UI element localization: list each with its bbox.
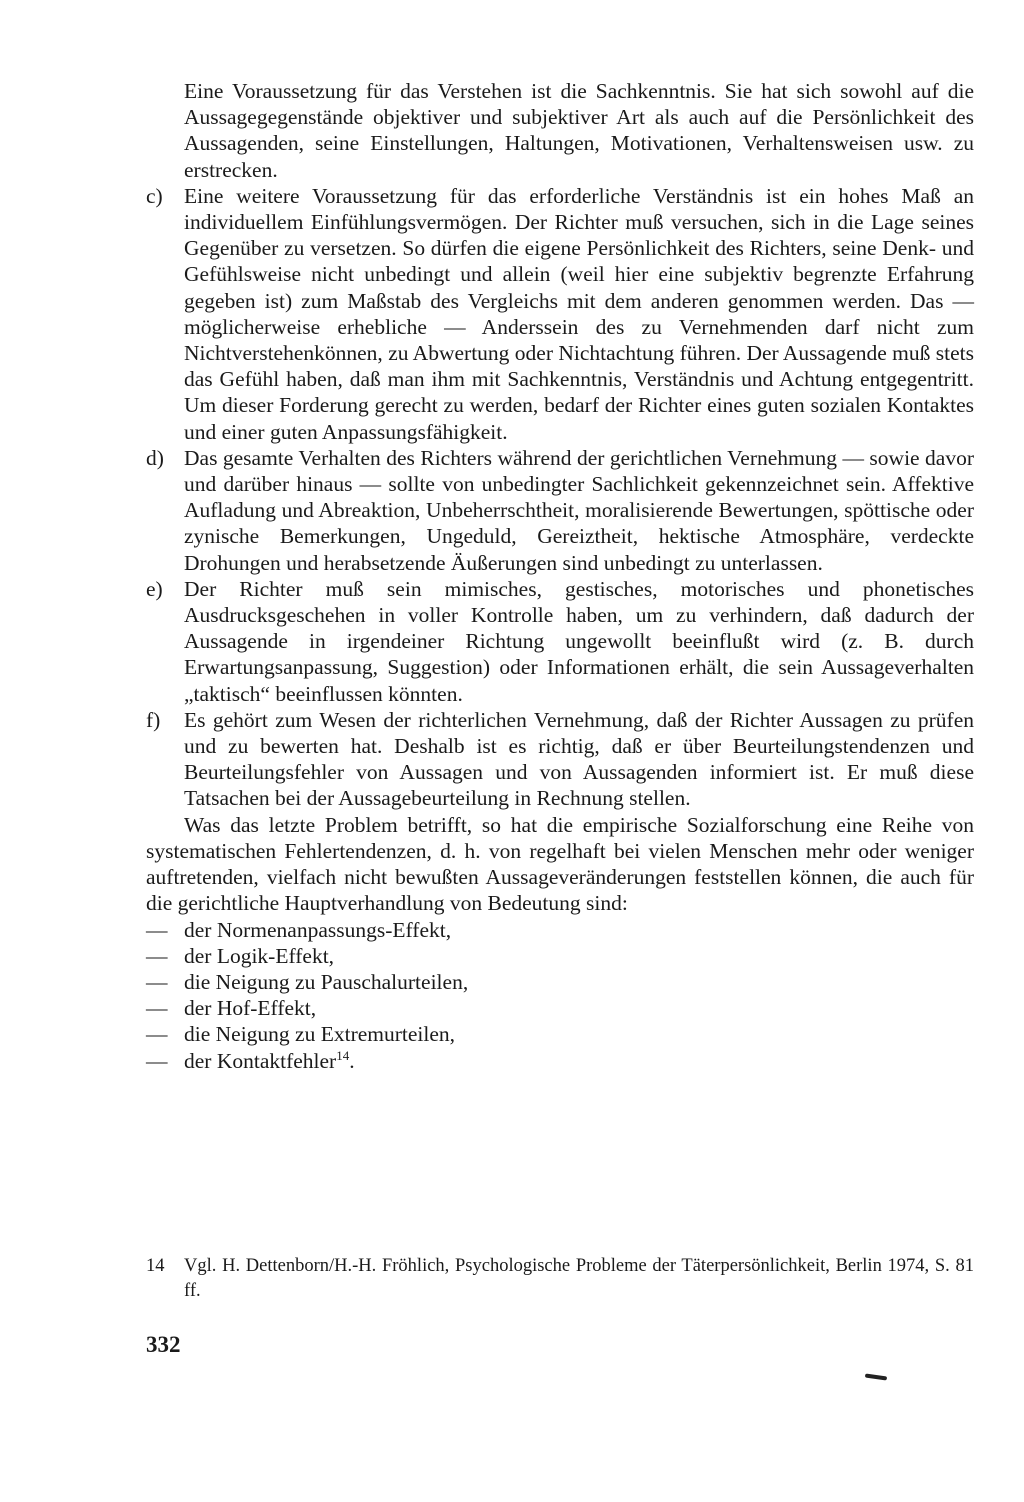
list-item-f [146, 707, 974, 812]
list-item-c [146, 183, 974, 445]
item-marker: d) [146, 445, 164, 470]
item-text: Das gesamte Verhalten des Richters während der gerichtlichen Vernehmung — sowie davor und darüber hinaus — sollte von unbedingter Sachlichkeit gekennzeichnet sein. Affektive Aufladung und Abreaktion, Unbeherrschtheit, moralisierende Bewertungen, spöttische oder zynische Bemerkungen, Ungeduld, Gereiztheit, hektische Atmosphäre, verdeckte Drohungen und herabsetzende Äußerungen sind unbedingt zu unterlassen. [184, 445, 974, 575]
list-item [146, 995, 974, 1021]
page-number: 332 [146, 1332, 181, 1357]
list-item-d [146, 445, 974, 576]
footnote-reference[interactable]: 14 [336, 1047, 350, 1063]
list-item [146, 917, 974, 943]
dash-marker: — [146, 1022, 168, 1047]
dash-marker: — [146, 917, 168, 942]
dash-marker: — [146, 969, 168, 994]
effect-text: die Neigung zu Extremurteilen, [184, 1022, 456, 1047]
footnote-number: 14 [146, 1256, 165, 1276]
effects-list [146, 917, 974, 1074]
list-item [146, 1021, 974, 1047]
item-text: Eine weitere Voraussetzung für das erforderliche Verständnis ist ein hohes Maß an individuellem Einfühlungsvermögen. Der Richter muß versuchen, sich in die Lage seines Gegenüber zu versetzen. So dürfen die eigene Persönlichkeit des Richters, seine Denk- und Gefühlsweise nicht unbedingt und allein (weil hier eine subjektiv begrenzte Erfahrung gegeben ist) zum Maßstab des Vergleichs mit dem anderen genommen werden. Das — möglicherweise erhebliche — Anderssein des zu Vernehmenden darf nicht zum Nichtverstehenkönnen, zu Abwertung oder Nichtachtung führen. Der Aussagende muß stets das Gefühl haben, daß man ihm mit Sachkenntnis, Verständnis und Achtung entgegentritt. Um dieser Forderung gerecht zu werden, bedarf der Richter eines guten sozialen Kontaktes und einer guten Anpassungsfähigkeit. [184, 183, 974, 444]
item-marker: f) [146, 707, 161, 732]
intro-paragraph: Eine Voraussetzung für das Verstehen ist die Sachkenntnis. Sie hat sich sowohl auf die Aussagegegenstände objektiver und subjektiver Art als auch auf die Persönlichkeit des Aussagenden, seine Einstellungen, Haltungen, Motivationen, Verhaltensweisen usw. zu erstrecken. [184, 79, 974, 182]
item-text: Es gehört zum Wesen der richterlichen Vernehmung, daß der Richter Aussagen zu prüfen und zu bewerten hat. Deshalb ist es richtig, daß er über Beurteilungstendenzen und Beurteilungsfehler von Aussagen und von Aussagenden informiert ist. Er muß diese Tatsachen bei der Aussagebeurteilung in Rechnung stellen. [184, 707, 974, 811]
list-item [146, 943, 974, 969]
closing-paragraph: Was das letzte Problem betrifft, so hat die empirische Sozialforschung eine Reihe von systematischen Fehlertendenzen, d. h. von regelhaft bei vielen Menschen mehr oder weniger auftretenden, vielfach nicht bewußten Aussageveränderungen feststellen können, die auch für die gerichtliche Hauptverhandlung von Bedeutung sind: [146, 812, 974, 916]
list-item [146, 969, 974, 995]
effect-suffix: . [349, 1048, 355, 1073]
list-item [146, 1048, 974, 1074]
item-text: Der Richter muß sein mimisches, gestisches, motorisches und phonetisches Ausdrucksgeschehen in voller Kontrolle haben, um zu verhindern, daß dadurch der Aussagende in irgendeiner Richtung ungewollt beeinflußt wird (z. B. durch Erwartungsanpassung, Suggestion) oder Informationen erhält, die sein Aussageverhalten „taktisch“ beeinflussen könnten. [184, 576, 974, 706]
scan-artifact-mark [865, 1373, 887, 1380]
dash-marker: — [146, 943, 168, 968]
effect-text: die Neigung zu Pauschalurteilen, [184, 969, 469, 994]
item-marker: e) [146, 576, 163, 601]
footnote [146, 1254, 974, 1304]
list-item-e [146, 576, 974, 707]
footnote-text: Vgl. H. Dettenborn/H.-H. Fröhlich, Psychologische Probleme der Täterpersönlichkeit, Berlin 1974, S. 81 ff. [184, 1256, 974, 1301]
dash-marker: — [146, 1048, 168, 1073]
item-marker: c) [146, 183, 163, 208]
dash-marker: — [146, 996, 168, 1021]
body-text [146, 78, 974, 1074]
effect-text: der Hof-Effekt, [184, 996, 317, 1021]
effect-text: der Normenanpassungs-Effekt, [184, 917, 452, 942]
effect-text: der Kontaktfehler [184, 1048, 337, 1073]
effect-text: der Logik-Effekt, [184, 943, 335, 968]
